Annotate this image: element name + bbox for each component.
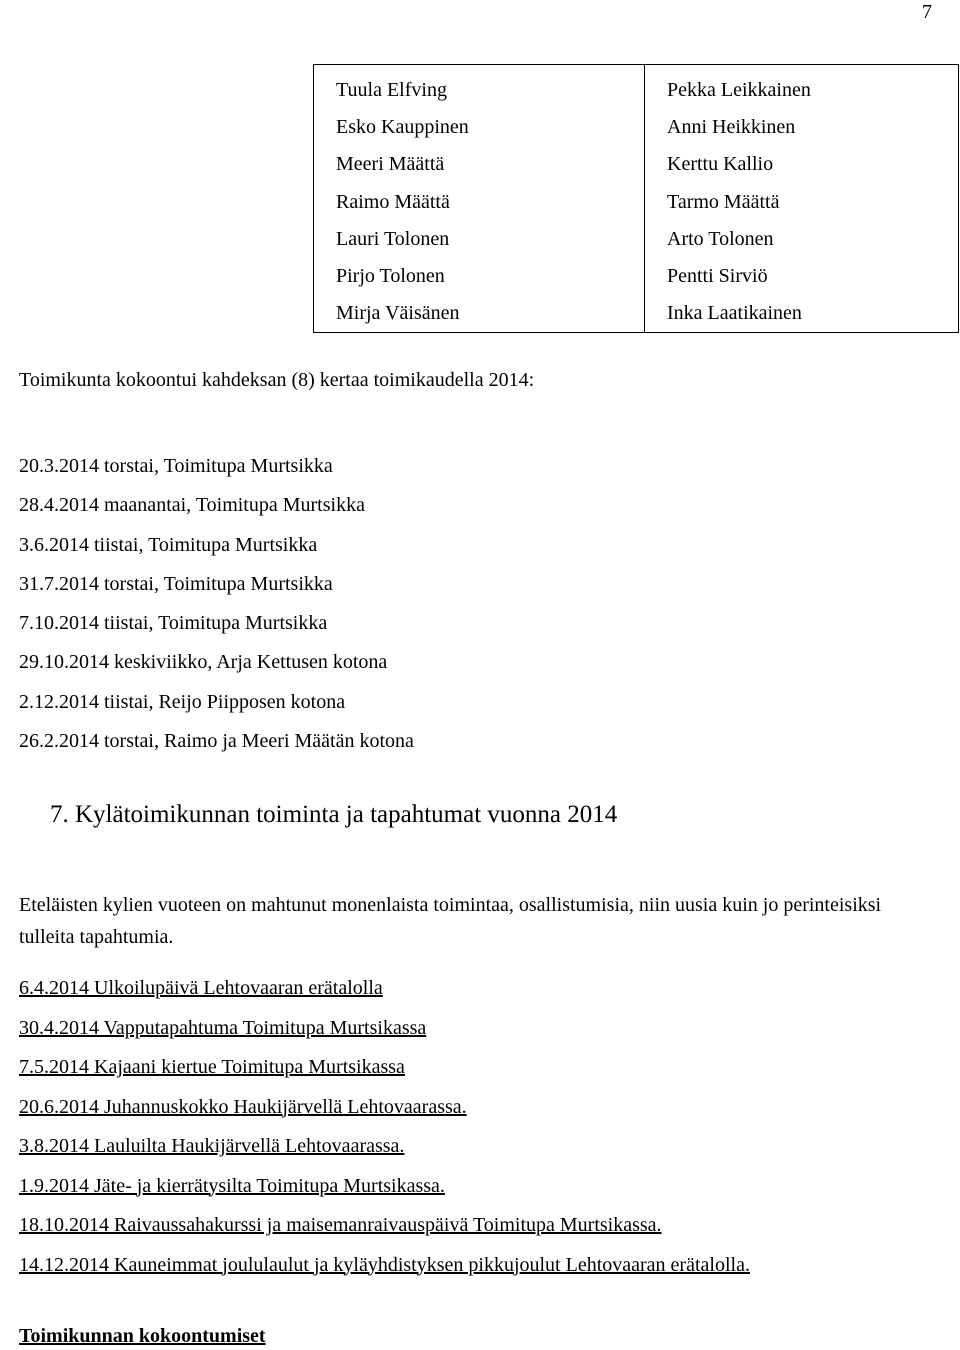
footer-heading: Toimikunnan kokoontumiset [19,1325,266,1347]
event-link[interactable]: 20.6.2014 Juhannuskokko Haukijärvellä Lehtovaarassa. [19,1095,467,1118]
meeting-item: 2.12.2014 tiistai, Reijo Piipposen kotona [19,690,346,713]
member-name: Tuula Elfving [336,79,447,101]
section-title: 7. Kylätoimikunnan toiminta ja tapahtumat vuonna 2014 [50,801,618,828]
members-column-left [314,65,645,333]
meetings-list [19,447,414,761]
meeting-item: 20.3.2014 torstai, Toimitupa Murtsikka [19,455,333,477]
member-name: Anni Heikkinen [667,116,796,139]
events-list [19,969,750,1285]
meeting-item: 7.10.2014 tiistai, Toimitupa Murtsikka [19,612,328,635]
member-name: Inka Laatikainen [667,302,802,325]
meeting-item: 31.7.2014 torstai, Toimitupa Murtsikka [19,572,333,595]
event-link[interactable]: 14.12.2014 Kauneimmat joululaulut ja kyläyhdistyksen pikkujoulut Lehtovaaran erätalolla. [19,1253,750,1276]
event-link[interactable]: 1.9.2014 Jäte- ja kierrätysilta Toimitupa Murtsikassa. [19,1174,445,1197]
member-name: Kerttu Kallio [667,153,774,176]
meeting-item: 3.6.2014 tiistai, Toimitupa Murtsikka [19,533,318,556]
member-name: Meeri Määttä [336,153,445,176]
member-name: Pekka Leikkainen [667,79,811,101]
event-item[interactable] [19,1127,750,1167]
section-intro: Eteläisten kylien vuoteen on mahtunut monenlaista toimintaa, osallistumisia, niin uusia kuin jo perinteisiksi tulleita tapahtumia. [19,894,882,948]
event-link[interactable]: 7.5.2014 Kajaani kiertue Toimitupa Murtsikassa [19,1056,405,1078]
meeting-item: 28.4.2014 maanantai, Toimitupa Murtsikka [19,494,365,517]
event-item[interactable] [19,1167,750,1207]
event-link[interactable]: 18.10.2014 Raivaussahakurssi ja maisemanraivauspäivä Toimitupa Murtsikassa. [19,1214,662,1236]
page-number: 7 [922,1,932,23]
meetings-heading: Toimikunta kokoontui kahdeksan (8) kertaa toimikaudella 2014: [19,369,535,391]
event-item[interactable] [19,1246,750,1286]
meeting-item: 29.10.2014 keskiviikko, Arja Kettusen kotona [19,651,388,674]
member-name: Arto Tolonen [667,227,774,250]
member-name: Esko Kauppinen [336,116,469,139]
member-name: Tarmo Määttä [667,190,780,213]
event-item[interactable] [19,1048,750,1088]
event-link[interactable]: 30.4.2014 Vapputapahtuma Toimitupa Murtsikassa [19,1016,427,1039]
members-column-right [645,65,959,333]
event-item[interactable] [19,1009,750,1049]
member-name: Pentti Sirviö [667,264,768,287]
member-name: Raimo Määttä [336,190,450,213]
member-name: Lauri Tolonen [336,227,450,250]
member-name: Mirja Väisänen [336,302,460,325]
members-table [313,64,959,333]
event-item[interactable] [19,1088,750,1128]
member-name: Pirjo Tolonen [336,264,445,287]
meeting-item: 26.2.2014 torstai, Raimo ja Meeri Määtän kotona [19,730,414,753]
event-item[interactable] [19,1206,750,1246]
event-link[interactable]: 3.8.2014 Lauluilta Haukijärvellä Lehtovaarassa. [19,1135,405,1157]
event-link[interactable]: 6.4.2014 Ulkoilupäivä Lehtovaaran erätalolla [19,977,383,999]
event-item[interactable] [19,969,750,1009]
